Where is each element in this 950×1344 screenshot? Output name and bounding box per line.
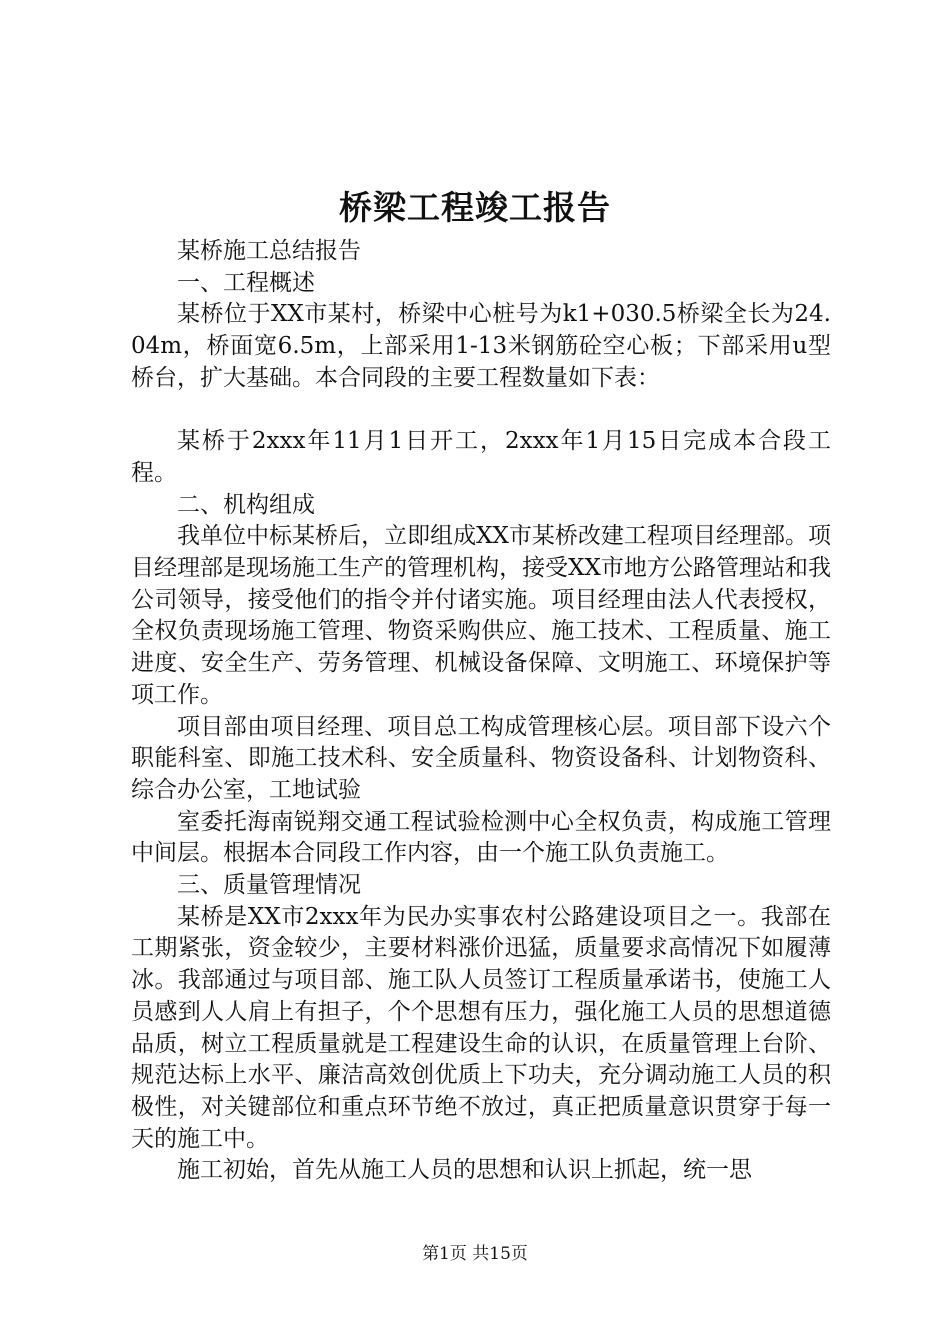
construction-start-paragraph: 施工初始，首先从施工人员的思想和认识上抓起，统一思 [177,1157,752,1184]
document-title: 桥梁工程竣工报告 [339,188,611,227]
page-number: 第1页 共15页 [422,1244,528,1264]
lab-paragraph: 室委托海南锐翔交通工程试验检测中心全权负责，构成施工管理中间层。根据本合同段工作内容，由一个施工队负责施工。 [131,808,831,867]
departments-paragraph: 项目部由项目经理、项目总工构成管理核心层。项目部下设六个职能科室、即施工技术科、安全质量科、物资设备科、计划物资科、综合办公室，工地试验 [131,713,831,803]
section-heading-organization: 二、机构组成 [177,491,315,518]
overview-paragraph: 某桥位于XX市某村，桥梁中心桩号为k1+030.5桥梁全长为24.04m，桥面宽6.5m，上部采用1-13米钢筋砼空心板；下部采用u型桥台，扩大基础。本合同段的主要工程数量如下表： [131,301,831,391]
blank-line [131,395,831,427]
section-heading-quality: 三、质量管理情况 [177,872,361,899]
quality-paragraph: 某桥是XX市2xxx年为民办实事农村公路建设项目之一。我部在工期紧张，资金较少，主要材料涨价迅猛，质量要求高情况下如履薄冰。我部通过与项目部、施工队人员签订工程质量承诺书，使施工人员感到人人肩上有担子，个个思想有压力，强化施工人员的思想道德品质，树立工程质量就是工程建设生命的认识，在质量管理上台阶、规范达标上水平、廉洁高效创优质上下功夫，充分调动施工人员的积极性，对关键部位和重点环节绝不放过，真正把质量意识贯穿于每一天的施工中。 [131,903,831,1152]
document-body [131,236,831,1187]
organization-paragraph: 我单位中标某桥后，立即组成XX市某桥改建工程项目经理部。项目经理部是现场施工生产的管理机构，接受XX市地方公路管理站和我公司领导，接受他们的指令并付诸实施。项目经理由法人代表授权，全权负责现场施工管理、物资采购供应、施工技术、工程质量、施工进度、安全生产、劳务管理、机械设备保障、文明施工、环境保护等项工作。 [131,523,831,708]
section-heading-overview: 一、工程概述 [177,269,315,296]
subtitle-paragraph: 某桥施工总结报告 [177,238,361,264]
schedule-paragraph: 某桥于2xxx年11月1日开工，2xxx年1月15日完成本合段工程。 [131,428,831,486]
